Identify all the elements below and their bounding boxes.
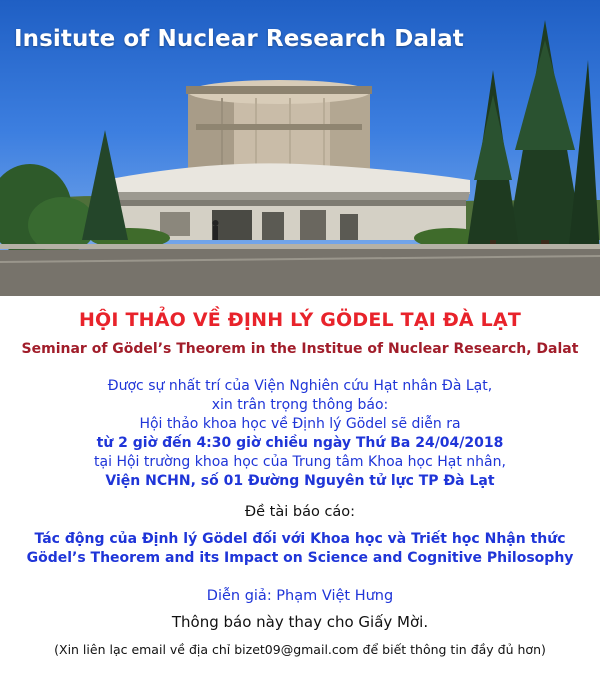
- topic-block: [0, 530, 600, 568]
- notice-line: Hội thảo khoa học về Định lý Gödel sẽ diễn ra: [139, 416, 461, 432]
- topic-title-vietnamese: Tác động của Định lý Gödel đối với Khoa học và Triết học Nhận thức: [34, 531, 566, 547]
- header-photo: [0, 0, 600, 296]
- seminar-title-english: Seminar of Gödel’s Theorem in the Institue of Nuclear Research, Dalat: [21, 341, 579, 357]
- invitation-note: Thông báo này thay cho Giấy Mời.: [171, 613, 429, 631]
- venue-address: Viện NCHN, số 01 Đường Nguyên tử lực TP Đà Lạt: [105, 473, 495, 489]
- venue-line: tại Hội trường khoa học của Trung tâm Khoa học Hạt nhân,: [94, 454, 506, 470]
- contact-note: (Xin liên lạc email về địa chỉ bizet09@gmail.com để biết thông tin đầy đủ hơn): [54, 642, 546, 657]
- notice-line: Được sự nhất trí của Viện Nghiên cứu Hạt nhân Đà Lạt,: [107, 378, 493, 394]
- notice-line: xin trân trọng thông báo:: [211, 397, 389, 413]
- announcement-content: [0, 296, 600, 657]
- seminar-time: từ 2 giờ đến 4:30 giờ chiều ngày Thứ Ba 24/04/2018: [96, 435, 504, 451]
- topic-label: Đề tài báo cáo:: [244, 504, 356, 520]
- speaker: Diễn giả: Phạm Việt Hưng: [206, 588, 394, 604]
- seminar-title-vietnamese: HỘI THẢO VỀ ĐỊNH LÝ GÖDEL TẠI ĐÀ LẠT: [78, 309, 522, 331]
- topic-title-english: Gödel’s Theorem and its Impact on Science and Cognitive Philosophy: [26, 550, 574, 566]
- photo-title: Insitute of Nuclear Research Dalat: [14, 26, 464, 52]
- notice-block: [0, 377, 600, 491]
